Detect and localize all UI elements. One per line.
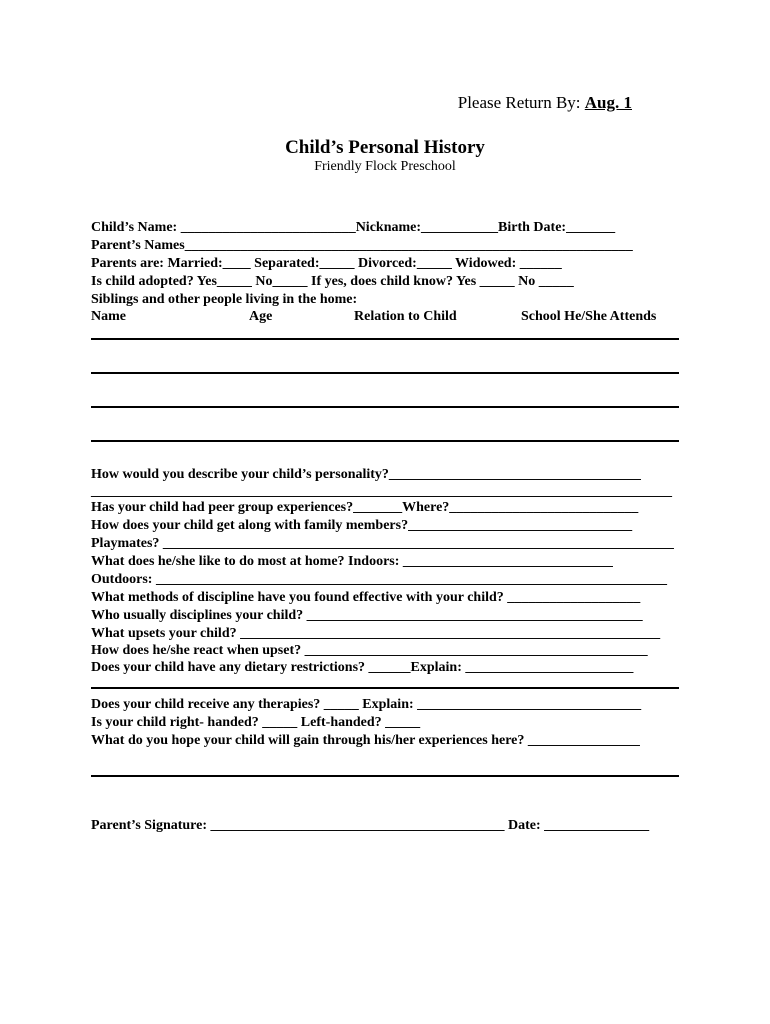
therapies-field[interactable]: Does your child receive any therapies? _____ Explain: ________________________________: [91, 697, 642, 712]
sibling-entry-line[interactable]: [91, 440, 679, 442]
col-relation-header: Relation to Child: [354, 309, 457, 324]
sibling-entry-line[interactable]: [91, 406, 679, 408]
sibling-entry-line[interactable]: [91, 372, 679, 374]
personality-continuation-field[interactable]: ___________________________________________________________________________________: [91, 484, 672, 499]
signature-label: Parent’s Signature:: [91, 818, 211, 833]
discipline-methods-field[interactable]: What methods of discipline have you found effective with your child? ___________________: [91, 590, 641, 605]
col-age-header: Age: [249, 309, 273, 324]
siblings-heading: Siblings and other people living in the home:: [91, 292, 358, 307]
col-name-header: Name: [91, 309, 126, 324]
indoors-field[interactable]: What does he/she like to do most at home? Indoors: ______________________________: [91, 554, 613, 569]
handedness-field[interactable]: Is your child right- handed? _____ Left-handed? _____: [91, 715, 421, 730]
dietary-restrictions-field[interactable]: Does your child have any dietary restrictions? ______Explain: ________________________: [91, 660, 634, 675]
col-school-header: School He/She Attends: [521, 309, 657, 324]
return-by-label: Please Return By:: [457, 93, 585, 112]
school-name: Friendly Flock Preschool: [314, 159, 456, 174]
parents-marital-status-field[interactable]: Parents are: Married:____ Separated:_____ Divorced:_____ Widowed: ______: [91, 256, 562, 271]
adoption-field[interactable]: Is child adopted? Yes_____ No_____ If yes, does child know? Yes _____ No _____: [91, 274, 574, 289]
signature-field[interactable]: __________________________________________: [210, 818, 505, 833]
personality-field[interactable]: How would you describe your child’s personality?____________________________________: [91, 467, 641, 482]
date-label: Date:: [504, 818, 545, 833]
childs-name-field[interactable]: Child’s Name: _________________________Nickname:___________Birth Date:_______: [91, 220, 616, 235]
upsets-field[interactable]: What upsets your child? ____________________________________________________________: [91, 626, 661, 641]
signature-line: [91, 817, 649, 835]
hopes-continuation-line[interactable]: [91, 775, 679, 777]
who-disciplines-field[interactable]: Who usually disciplines your child? ________________________________________________: [91, 608, 643, 623]
dietary-explain-line[interactable]: [91, 687, 679, 689]
sibling-entry-line[interactable]: [91, 338, 679, 340]
playmates-field[interactable]: Playmates? _________________________________________________________________________: [91, 536, 674, 551]
family-members-field[interactable]: How does your child get along with family members?________________________________: [91, 518, 633, 533]
return-by-line: [458, 93, 632, 113]
parents-names-field[interactable]: Parent’s Names________________________________________________________________: [91, 238, 633, 253]
return-by-date: Aug. 1: [584, 93, 632, 112]
react-upset-field[interactable]: How does he/she react when upset? _________________________________________________: [91, 643, 648, 658]
form-title: Child’s Personal History: [285, 137, 485, 158]
date-field[interactable]: _______________: [544, 818, 650, 833]
outdoors-field[interactable]: Outdoors: _________________________________________________________________________: [91, 572, 667, 587]
hopes-field[interactable]: What do you hope your child will gain through his/her experiences here? ________________: [91, 733, 640, 748]
peer-group-field[interactable]: Has your child had peer group experiences?_______Where?___________________________: [91, 500, 639, 515]
